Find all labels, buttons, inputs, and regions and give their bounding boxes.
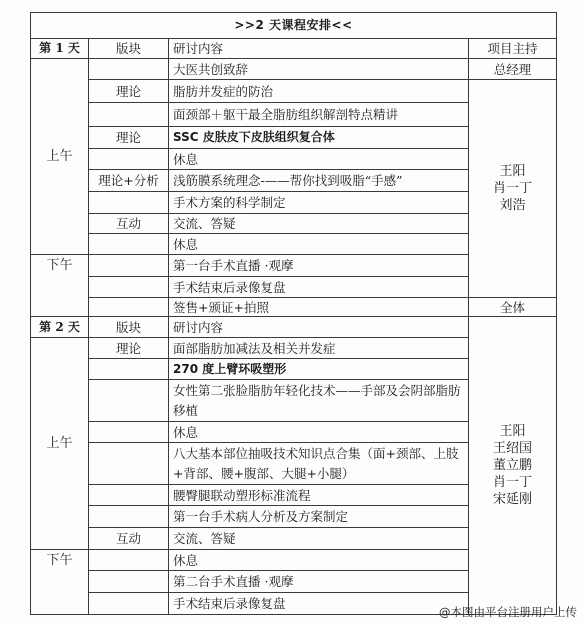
day1-topic: 交流、答疑: [169, 214, 469, 234]
day2-label: 第 2 天: [31, 317, 89, 338]
day1-module-header: 版块: [89, 39, 169, 59]
day2-topic: 八大基本部位抽吸技术知识点合集（面+颈部、上肢+背部、腰+腹部、大腿+小腿）: [169, 443, 469, 485]
day2-module: 互动: [89, 528, 169, 550]
host-header: 项目主持: [469, 39, 557, 59]
day1-host-cell: [469, 80, 557, 298]
day2-am-label: 上午: [31, 338, 89, 550]
day2-host-name: 宋延刚: [492, 492, 532, 507]
day1-module: 理论: [89, 80, 169, 103]
day1-host-name: 肖一丁: [492, 181, 532, 196]
day1-content-header: 研讨内容: [169, 39, 469, 59]
day1-module: [89, 234, 169, 255]
day1-pm-label: 下午: [31, 255, 89, 317]
day1-topic: 第一台手术直播 ·观摩: [169, 255, 469, 277]
day1-module: [89, 255, 169, 277]
day1-am-label: 上午: [31, 59, 89, 255]
day2-topic: 手术结束后录像复盘: [169, 593, 469, 615]
day1-module: [89, 103, 169, 127]
day2-module: [89, 593, 169, 615]
day1-topic: SSC 皮肤皮下皮肤组织复合体: [169, 127, 469, 149]
day1-topic: 手术方案的科学制定: [169, 192, 469, 214]
day2-module: [89, 485, 169, 506]
day2-module: [89, 380, 169, 422]
day2-host-name: 肖一丁: [492, 475, 532, 490]
day2-host-name: 王绍国: [492, 441, 532, 456]
day2-module: [89, 422, 169, 443]
day1-topic: 面颈部＋躯干最全脂肪组织解剖特点精讲: [169, 103, 469, 127]
day2-topic: 休息: [169, 422, 469, 443]
day2-module: [89, 550, 169, 571]
day2-content-header: 研讨内容: [169, 317, 469, 338]
day1-row: [31, 59, 557, 80]
schedule-table: [30, 12, 557, 615]
day1-topic: 脂肪并发症的防治: [169, 80, 469, 103]
day2-module-header: 版块: [89, 317, 169, 338]
day1-host-all: 全体: [469, 298, 557, 317]
day1-host-name: 王阳: [499, 164, 526, 179]
day2-host-name: 王阳: [499, 424, 526, 439]
day2-pm-label: 下午: [31, 550, 89, 615]
day2-topic: 交流、答疑: [169, 528, 469, 550]
day2-module: [89, 443, 169, 485]
day1-module: [89, 59, 169, 80]
day2-module: [89, 359, 169, 380]
day1-topic: 休息: [169, 149, 469, 170]
day1-module: 理论: [89, 127, 169, 149]
day1-row: [31, 298, 557, 317]
day2-host-name: 董立鹏: [492, 458, 532, 473]
day2-module: 理论: [89, 338, 169, 359]
day2-module: [89, 571, 169, 593]
day1-topic: 大医共创致辞: [169, 59, 469, 80]
day1-topic: 手术结束后录像复盘: [169, 277, 469, 298]
day2-topic: 面部脂肪加减法及相关并发症: [169, 338, 469, 359]
day1-host-name: 刘浩: [499, 198, 526, 213]
day2-topic: 腰臀腿联动塑形标准流程: [169, 485, 469, 506]
day1-topic: 休息: [169, 234, 469, 255]
day2-topic: 270 度上臂环吸塑形: [169, 359, 469, 380]
day2-topic: 女性第二张脸脂肪年轻化技术——手部及会阴部脂肪移植: [169, 380, 469, 422]
day2-topic: 第一台手术病人分析及方案制定: [169, 506, 469, 528]
day1-header-row: [31, 39, 557, 59]
day2-topic: 第二台手术直播 ·观摩: [169, 571, 469, 593]
day1-module: [89, 149, 169, 170]
day1-module: [89, 277, 169, 298]
schedule-title: >>2 天课程安排<<: [31, 13, 557, 39]
day2-header-row: [31, 317, 557, 338]
day1-topic: 浅筋膜系统理念-——帮你找到吸脂“手感”: [169, 170, 469, 192]
day1-module: 互动: [89, 214, 169, 234]
day1-module: 理论+分析: [89, 170, 169, 192]
day1-module: [89, 192, 169, 214]
upload-watermark: @本图由平台注册用户上传: [439, 605, 577, 619]
title-row: [31, 13, 557, 39]
day1-host-opening: 总经理: [469, 59, 557, 80]
day1-module: [89, 298, 169, 317]
day1-topic: 签售+颁证+拍照: [169, 298, 469, 317]
day1-row: [31, 80, 557, 103]
day2-topic: 休息: [169, 550, 469, 571]
day1-label: 第 1 天: [31, 39, 89, 59]
day2-module: [89, 506, 169, 528]
day2-host-cell: [469, 317, 557, 615]
